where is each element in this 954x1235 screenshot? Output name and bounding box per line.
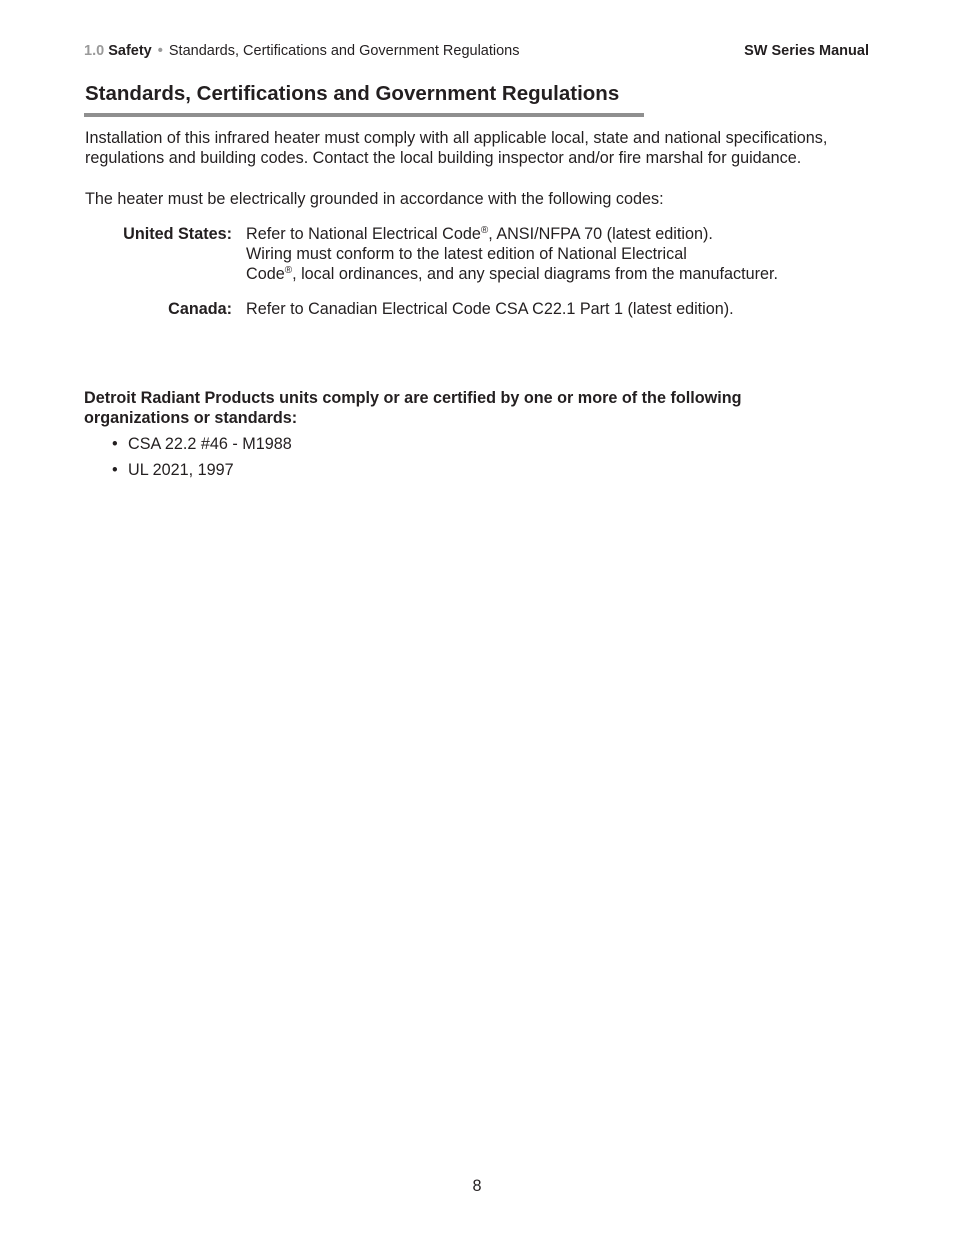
canada-code-line: Refer to Canadian Electrical Code CSA C22.1 Part 1 (latest edition). <box>246 300 734 318</box>
page-number: 8 <box>472 1177 482 1195</box>
header-subsection: Standards, Certifications and Government Regulations <box>168 43 520 59</box>
registered-mark: ® <box>284 265 293 276</box>
page-title: Standards, Certifications and Government Regulations <box>85 82 620 105</box>
us-code-line-3-end: , local ordinances, and any special diagrams from the manufacturer. <box>292 265 778 283</box>
us-code-line-1 <box>246 224 886 244</box>
header-section-name: Safety <box>108 43 152 59</box>
us-code-line-2: Wiring must conform to the latest edition of National Electrical <box>246 245 687 263</box>
bullet-icon: • <box>112 435 118 453</box>
us-code-line-1-start: Refer to National Electrical Code <box>246 225 481 243</box>
code-text-united-states <box>246 224 886 284</box>
grounding-paragraph: The heater must be electrically grounded in accordance with the following codes: <box>85 190 664 208</box>
title-underline-rule <box>84 113 644 117</box>
intro-paragraph: Installation of this infrared heater must comply with all applicable local, state and national specifications, regulations and building codes. Contact the local building inspector and/or fire marshal for guidance. <box>85 129 828 167</box>
standard-item-text: UL 2021, 1997 <box>128 461 234 479</box>
us-code-line-3-start: Code <box>246 265 285 283</box>
list-item <box>112 460 292 480</box>
running-header-breadcrumb <box>84 42 519 60</box>
standards-heading: Detroit Radiant Products units comply or are certified by one or more of the following organizations or standards: <box>84 389 742 427</box>
header-separator: • <box>157 43 163 59</box>
header-section-number: 1.0 <box>84 43 105 59</box>
standard-item-text: CSA 22.2 #46 - M1988 <box>128 435 292 453</box>
list-item <box>112 434 292 454</box>
code-text-canada <box>246 299 886 319</box>
registered-mark: ® <box>480 225 489 236</box>
bullet-icon: • <box>112 461 118 479</box>
code-label-united-states: United States: <box>123 225 232 243</box>
us-code-line-1-end: , ANSI/NFPA 70 (latest edition). <box>488 225 713 243</box>
code-label-canada: Canada: <box>168 300 232 318</box>
standards-list <box>112 434 292 486</box>
us-code-line-3 <box>246 264 886 284</box>
header-manual-title: SW Series Manual <box>744 43 869 59</box>
